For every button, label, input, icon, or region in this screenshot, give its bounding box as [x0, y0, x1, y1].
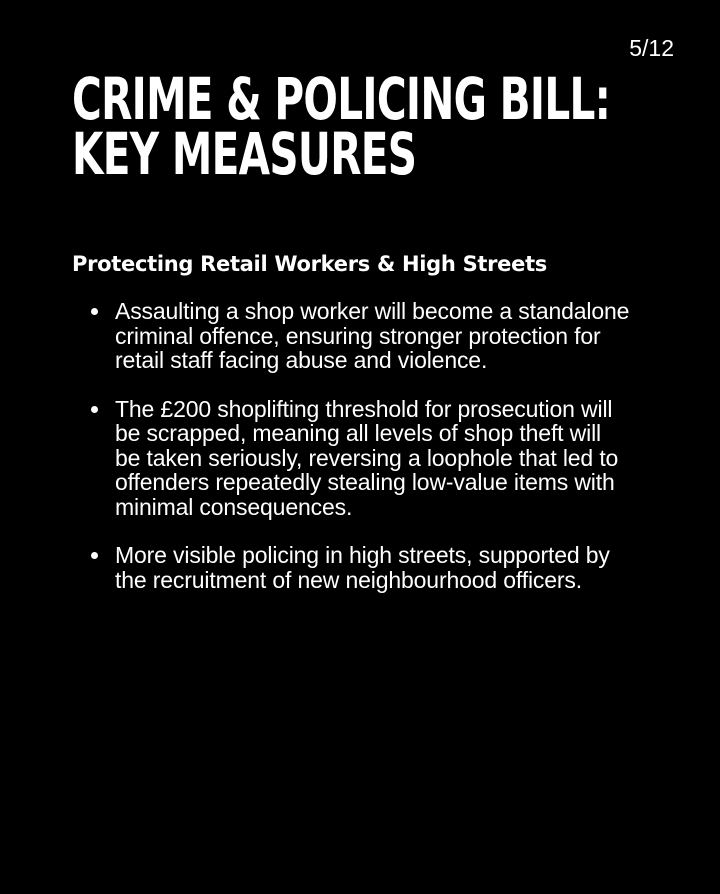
bullet-dot-icon: [91, 552, 98, 559]
page-title: [72, 65, 611, 188]
list-item-text: More visible policing in high streets, supported by the recruitment of new neighbourhood officers.: [115, 542, 610, 593]
list-item: [90, 543, 630, 592]
bullet-dot-icon: [91, 406, 98, 413]
section-heading: Protecting Retail Workers & High Streets: [72, 252, 548, 276]
bullet-dot-icon: [91, 308, 98, 315]
list-item: [90, 299, 630, 373]
page-counter: 5/12: [629, 35, 674, 61]
list-item-text: The £200 shoplifting threshold for prosecution will be scrapped, meaning all levels of shop theft will be taken seriously, reversing a loophole that led to offenders repeatedly stealing low-value items with minimal consequences.: [115, 395, 619, 520]
list-item-text: Assaulting a shop worker will become a standalone criminal offence, ensuring stronger protection for retail staff facing abuse and violence.: [115, 298, 630, 373]
title-line-2: KEY MEASURES: [72, 120, 417, 188]
title-line-1: CRIME & POLICING BILL:: [72, 65, 611, 133]
list-item: [90, 397, 630, 520]
bullet-list: [90, 299, 630, 616]
